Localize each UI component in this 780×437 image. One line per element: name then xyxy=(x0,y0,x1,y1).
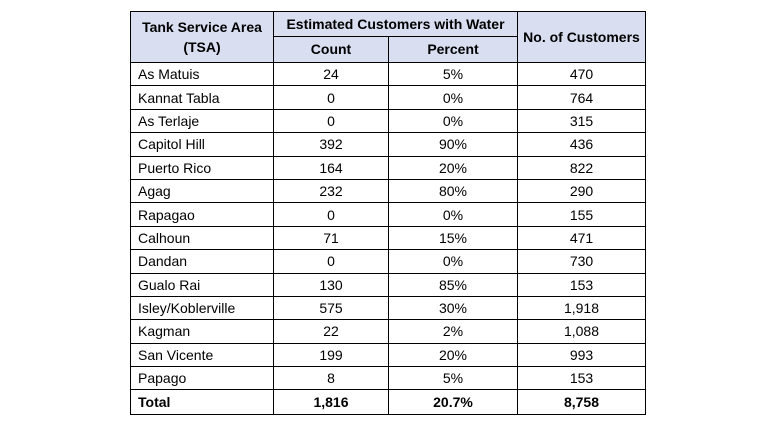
count-cell: 575 xyxy=(274,296,389,319)
header-tsa: Tank Service Area (TSA) xyxy=(131,12,274,63)
table-row xyxy=(131,179,646,202)
count-cell: 199 xyxy=(274,343,389,366)
tsa-name-cell: Agag xyxy=(131,179,274,202)
table-row xyxy=(131,86,646,109)
count-cell: 0 xyxy=(274,203,389,226)
customers-cell: 1,918 xyxy=(518,296,646,319)
tsa-name-cell: As Terlaje xyxy=(131,109,274,132)
tsa-name-cell: As Matuis xyxy=(131,63,274,86)
percent-cell: 20% xyxy=(389,343,518,366)
total-label: Total xyxy=(131,390,274,415)
header-customers: No. of Customers xyxy=(518,12,646,63)
percent-cell: 80% xyxy=(389,179,518,202)
customers-cell: 764 xyxy=(518,86,646,109)
customers-cell: 153 xyxy=(518,367,646,390)
total-customers: 8,758 xyxy=(518,390,646,415)
customers-cell: 153 xyxy=(518,273,646,296)
table-header xyxy=(131,12,646,63)
table-row xyxy=(131,273,646,296)
tsa-name-cell: San Vicente xyxy=(131,343,274,366)
count-cell: 392 xyxy=(274,133,389,156)
customers-cell: 155 xyxy=(518,203,646,226)
customers-cell: 1,088 xyxy=(518,320,646,343)
count-cell: 24 xyxy=(274,63,389,86)
customers-cell: 730 xyxy=(518,250,646,273)
customers-cell: 315 xyxy=(518,109,646,132)
count-cell: 71 xyxy=(274,226,389,249)
count-cell: 0 xyxy=(274,250,389,273)
count-cell: 232 xyxy=(274,179,389,202)
customers-cell: 290 xyxy=(518,179,646,202)
count-cell: 164 xyxy=(274,156,389,179)
tsa-name-cell: Calhoun xyxy=(131,226,274,249)
table-row xyxy=(131,343,646,366)
table-row xyxy=(131,320,646,343)
percent-cell: 5% xyxy=(389,63,518,86)
tsa-name-cell: Kagman xyxy=(131,320,274,343)
tsa-name-cell: Gualo Rai xyxy=(131,273,274,296)
header-count: Count xyxy=(274,37,389,63)
customers-cell: 993 xyxy=(518,343,646,366)
table-row xyxy=(131,63,646,86)
customers-water-table xyxy=(130,11,646,415)
table-body xyxy=(131,63,646,415)
customers-cell: 822 xyxy=(518,156,646,179)
header-percent: Percent xyxy=(389,37,518,63)
percent-cell: 85% xyxy=(389,273,518,296)
table-row xyxy=(131,250,646,273)
percent-cell: 0% xyxy=(389,86,518,109)
tsa-name-cell: Isley/Koblerville xyxy=(131,296,274,319)
count-cell: 0 xyxy=(274,86,389,109)
percent-cell: 5% xyxy=(389,367,518,390)
customers-cell: 470 xyxy=(518,63,646,86)
customers-cell: 471 xyxy=(518,226,646,249)
percent-cell: 15% xyxy=(389,226,518,249)
table-row xyxy=(131,109,646,132)
customers-cell: 436 xyxy=(518,133,646,156)
count-cell: 0 xyxy=(274,109,389,132)
count-cell: 130 xyxy=(274,273,389,296)
table-row xyxy=(131,226,646,249)
percent-cell: 20% xyxy=(389,156,518,179)
total-row xyxy=(131,390,646,415)
tsa-name-cell: Dandan xyxy=(131,250,274,273)
percent-cell: 90% xyxy=(389,133,518,156)
tsa-name-cell: Rapagao xyxy=(131,203,274,226)
total-count: 1,816 xyxy=(274,390,389,415)
table-row xyxy=(131,156,646,179)
customers-water-table-container xyxy=(130,11,645,415)
percent-cell: 2% xyxy=(389,320,518,343)
tsa-name-cell: Capitol Hill xyxy=(131,133,274,156)
table-row xyxy=(131,133,646,156)
count-cell: 8 xyxy=(274,367,389,390)
table-row xyxy=(131,367,646,390)
total-percent: 20.7% xyxy=(389,390,518,415)
table-row xyxy=(131,203,646,226)
count-cell: 22 xyxy=(274,320,389,343)
table-row xyxy=(131,296,646,319)
percent-cell: 0% xyxy=(389,250,518,273)
tsa-name-cell: Papago xyxy=(131,367,274,390)
percent-cell: 0% xyxy=(389,109,518,132)
header-water-group: Estimated Customers with Water xyxy=(274,12,518,37)
tsa-name-cell: Puerto Rico xyxy=(131,156,274,179)
percent-cell: 0% xyxy=(389,203,518,226)
tsa-name-cell: Kannat Tabla xyxy=(131,86,274,109)
percent-cell: 30% xyxy=(389,296,518,319)
